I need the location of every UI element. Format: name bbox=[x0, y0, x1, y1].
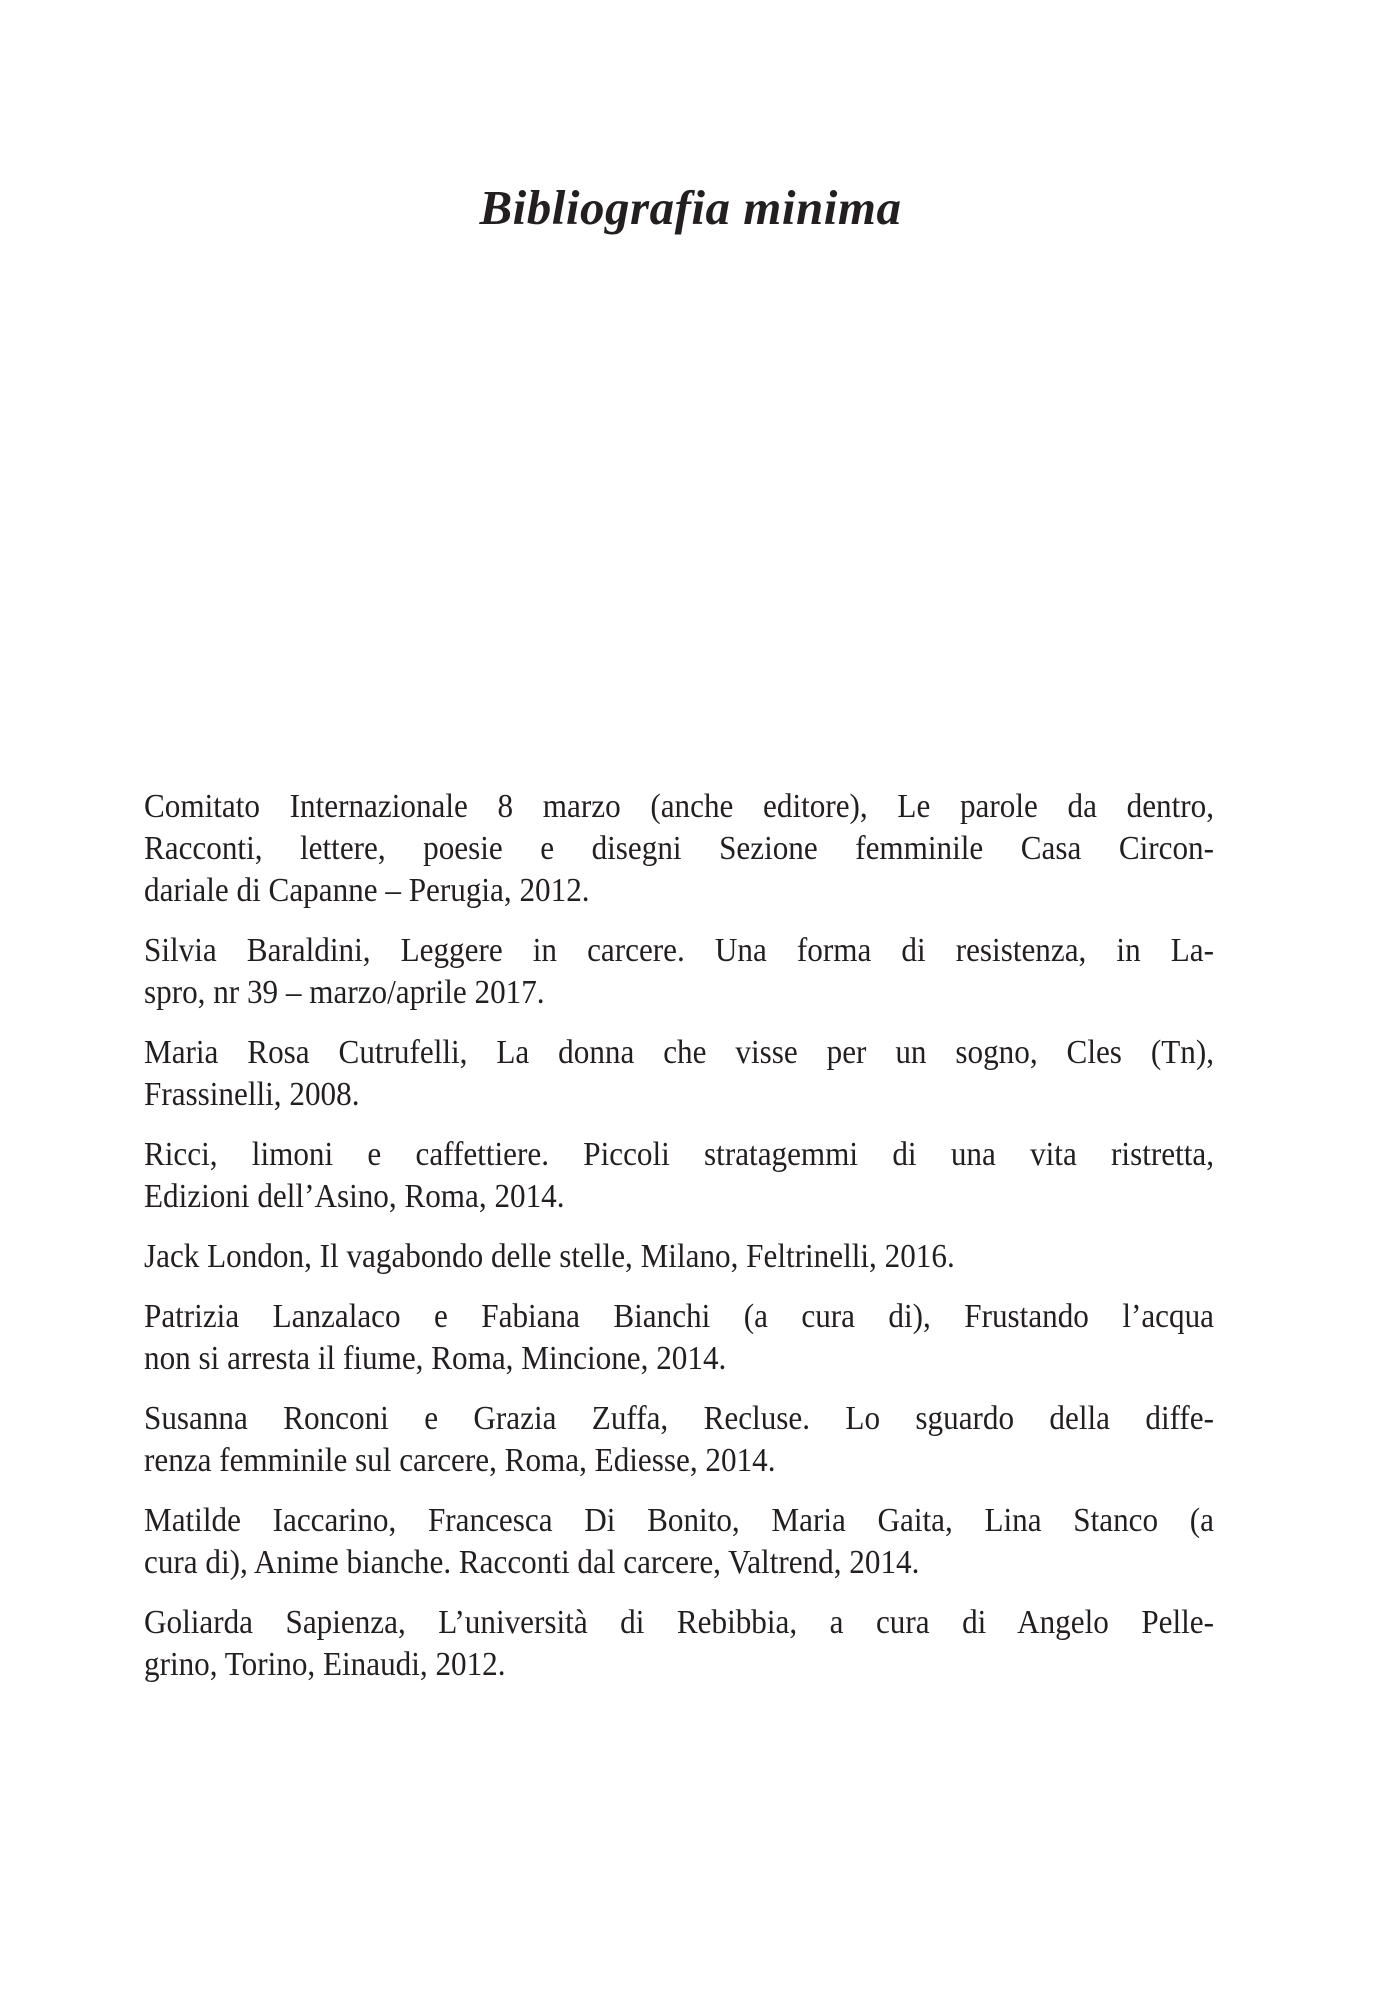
bibliography-entry bbox=[144, 930, 1214, 1014]
page-title: Bibliografia minima bbox=[479, 180, 902, 235]
bibliography-list bbox=[144, 786, 1214, 1704]
bibliography-entry bbox=[144, 786, 1214, 912]
entry-line: spro, nr 39 – marzo/aprile 2017. bbox=[144, 974, 545, 1011]
entry-line: Silvia Baraldini, Leggere in carcere. Una forma di resistenza, in La- bbox=[144, 932, 1214, 969]
entry-line: non si arresta il fiume, Roma, Mincione, 2014. bbox=[144, 1340, 727, 1377]
entry-line: Patrizia Lanzalaco e Fabiana Bianchi (a cura di), Frustando l’acqua bbox=[144, 1298, 1214, 1335]
bibliography-entry bbox=[144, 1398, 1214, 1482]
entry-line: Frassinelli, 2008. bbox=[144, 1076, 360, 1113]
entry-line: Jack London, Il vagabondo delle stelle, Milano, Feltrinelli, 2016. bbox=[144, 1238, 955, 1275]
entry-line: Maria Rosa Cutrufelli, La donna che visse per un sogno, Cles (Tn), bbox=[144, 1034, 1215, 1071]
entry-line: Goliarda Sapienza, L’università di Rebibbia, a cura di Angelo Pelle- bbox=[144, 1604, 1215, 1641]
entry-line: cura di), Anime bianche. Racconti dal carcere, Valtrend, 2014. bbox=[144, 1544, 920, 1581]
bibliography-entry bbox=[144, 1500, 1214, 1584]
bibliography-entry bbox=[144, 1134, 1214, 1218]
entry-line: Matilde Iaccarino, Francesca Di Bonito, Maria Gaita, Lina Stanco (a bbox=[144, 1502, 1215, 1539]
entry-line: Ricci, limoni e caffettiere. Piccoli stratagemmi di una vita ristretta, bbox=[144, 1136, 1215, 1173]
bibliography-entry bbox=[144, 1296, 1214, 1380]
entry-line: Edizioni dell’Asino, Roma, 2014. bbox=[144, 1178, 565, 1215]
entry-line: Racconti, lettere, poesie e disegni Sezione femminile Casa Circon- bbox=[144, 830, 1214, 867]
entry-line: grino, Torino, Einaudi, 2012. bbox=[144, 1646, 506, 1683]
bibliography-entry bbox=[144, 1032, 1214, 1116]
entry-line: renza femminile sul carcere, Roma, Ediesse, 2014. bbox=[144, 1442, 776, 1479]
entry-line: Susanna Ronconi e Grazia Zuffa, Recluse. Lo sguardo della diffe- bbox=[144, 1400, 1215, 1437]
entry-line: Comitato Internazionale 8 marzo (anche editore), Le parole da dentro, bbox=[144, 788, 1214, 825]
bibliography-entry bbox=[144, 1236, 1214, 1278]
entry-line: dariale di Capanne – Perugia, 2012. bbox=[144, 872, 590, 909]
bibliography-entry bbox=[144, 1602, 1214, 1686]
